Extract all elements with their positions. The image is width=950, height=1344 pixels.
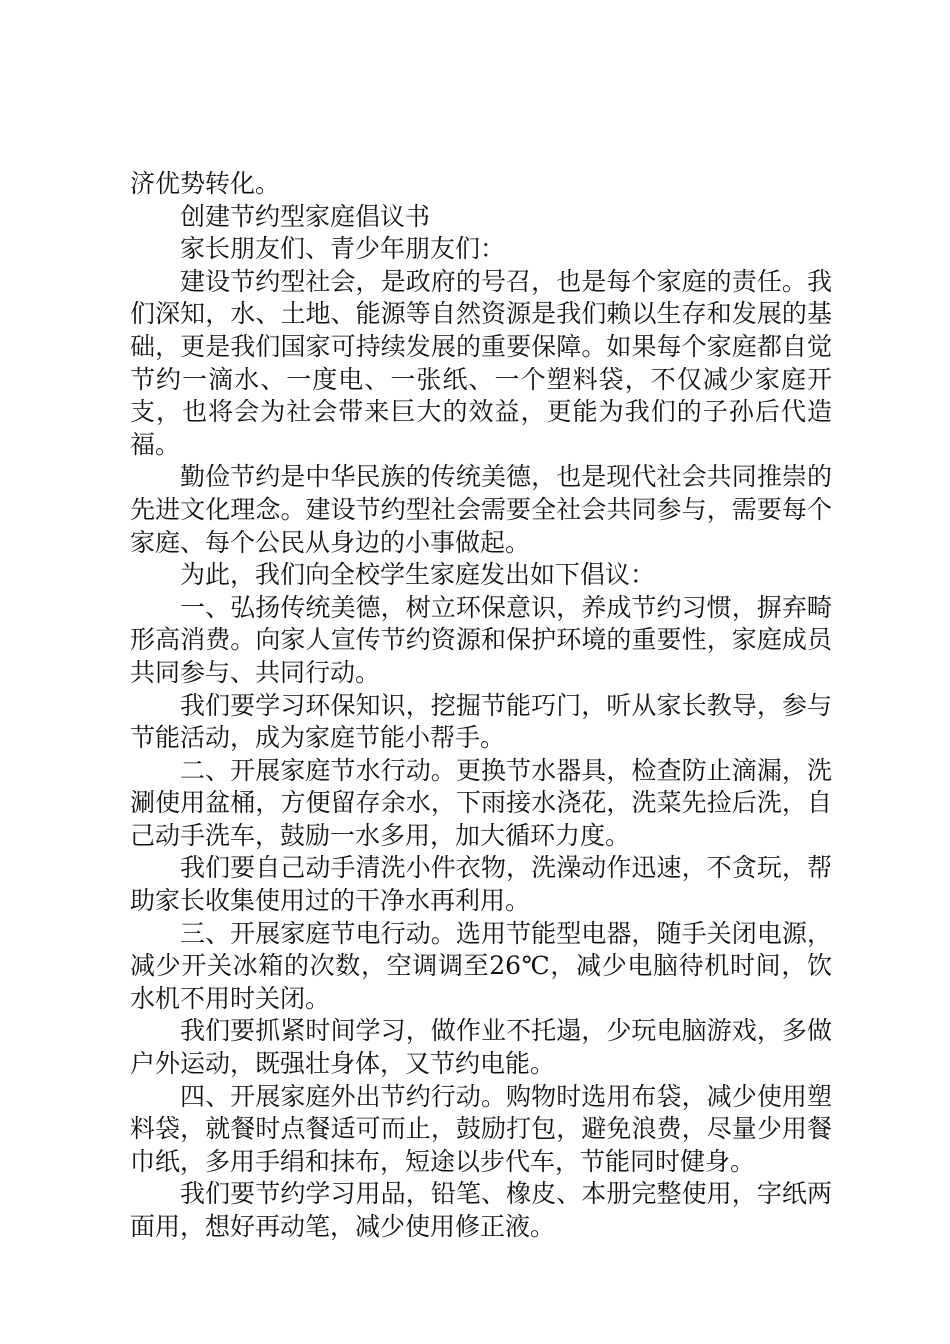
proposal-item-3: 三、开展家庭节电行动。选用节能型电器，随手关闭电源，减少开关冰箱的次数，空调调至26℃，减少电脑待机时间，饮水机不用时关闭。 (130, 918, 832, 1013)
paragraph-proposal-lead: 为此，我们向全校学生家庭发出如下倡议： (180, 560, 656, 590)
document-body (130, 168, 832, 1244)
paragraph-intro: 建设节约型社会，是政府的号召，也是每个家庭的责任。我们深知，水、土地、能源等自然资源是我们赖以生存和发展的基础，更是我们国家可持续发展的重要保障。如果每个家庭都自觉节约一滴水、一度电、一张纸、一个塑料袋，不仅减少家庭开支，也将会为社会带来巨大的效益，更能为我们的子孙后代造福。 (130, 266, 832, 459)
document-title: 创建节约型家庭倡议书 (180, 201, 431, 231)
proposal-item-3-students: 我们要抓紧时间学习，做作业不托遢，少玩电脑游戏，多做户外运动，既强壮身体，又节约电能。 (130, 1016, 832, 1079)
proposal-item-1: 一、弘扬传统美德，树立环保意识，养成节约习惯，摒弃畸形高消费。向家人宣传节约资源和保护环境的重要性，家庭成员共同参与、共同行动。 (130, 592, 832, 687)
proposal-item-2: 二、开展家庭节水行动。更换节水器具，检查防止滴漏，洗涮使用盆桶，方便留存余水，下雨接水浇花，洗菜先捡后洗，自己动手洗车，鼓励一水多用，加大循环力度。 (130, 755, 832, 850)
salutation: 家长朋友们、青少年朋友们： (180, 234, 506, 264)
proposal-item-2-students: 我们要自己动手清洗小件衣物，洗澡动作迅速，不贪玩，帮助家长收集使用过的干净水再利用。 (130, 853, 832, 916)
proposal-item-1-students: 我们要学习环保知识，挖掘节能巧门，听从家长教导，参与节能活动，成为家庭节能小帮手。 (130, 690, 832, 753)
proposal-item-4-students: 我们要节约学习用品，铅笔、橡皮、本册完整使用，字纸两面用，想好再动笔，减少使用修正液。 (130, 1179, 832, 1241)
paragraph-virtue: 勤俭节约是中华民族的传统美德，也是现代社会共同推崇的先进文化理念。建设节约型社会需要全社会共同参与，需要每个家庭、每个公民从身边的小事做起。 (130, 462, 832, 557)
paragraph-continuation: 济优势转化。 (130, 169, 281, 198)
proposal-item-4: 四、开展家庭外出节约行动。购物时选用布袋，减少使用塑料袋，就餐时点餐适可而止，鼓励打包，避免浪费，尽量少用餐巾纸，多用手绢和抹布，短途以步代车，节能同时健身。 (130, 1081, 832, 1176)
